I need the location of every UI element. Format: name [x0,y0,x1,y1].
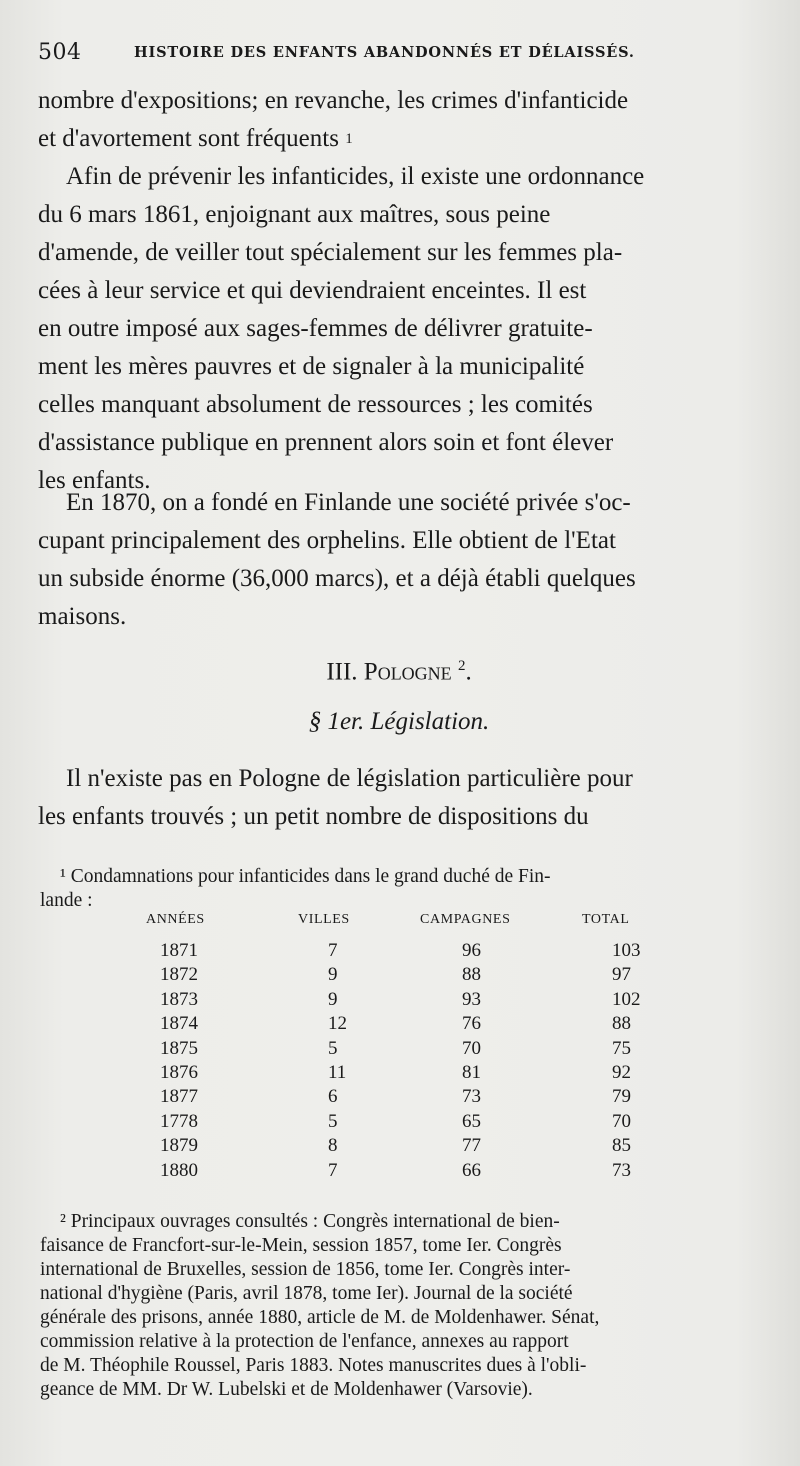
cell-total: 103 [612,940,641,961]
text-line: et d'avortement sont fréquents 1 [38,120,760,158]
cell-campagnes: 88 [462,964,481,986]
column-header-campagnes: CAMPAGNES [420,912,511,927]
cell-villes: 9 [328,964,338,986]
table-row [40,1135,760,1159]
cell-campagnes: 77 [462,1135,481,1157]
cell-villes: 11 [328,1062,347,1083]
footnote-2 [40,1210,760,1402]
table-row [40,1111,760,1135]
cell-villes: 7 [328,940,338,961]
cell-total: 75 [612,1037,631,1059]
page-number: 504 [38,40,82,65]
cell-villes: 12 [328,1013,347,1035]
text-line: les enfants. [38,467,151,494]
text-line: les enfants trouvés ; un petit nombre de dispositions du [38,803,589,830]
footnote-line: international de Bruxelles, session de 1856, tome Ier. Congrès inter- [40,1259,571,1280]
running-title: HISTOIRE DES ENFANTS ABANDONNÉS ET DÉLAISSÉS. [134,44,635,61]
cell-year: 1874 [160,1013,198,1035]
page-header [38,38,758,72]
section-heading: III. Pologne $^2$. [326,658,472,686]
text-line: Afin de prévenir les infanticides, il existe une ordonnance [66,163,645,190]
cell-total: 97 [612,964,631,986]
table-row [40,1086,760,1110]
footnote-ref-1: 1 [345,131,353,147]
text-line: ment les mères pauvres et de signaler à la municipalité [38,353,585,380]
cell-year: 1876 [160,1062,198,1083]
cell-year: 1879 [160,1135,198,1157]
cell-year: 1872 [160,964,198,986]
footnote-1 [40,865,760,913]
cell-villes: 9 [328,988,338,1010]
footnote-line: commission relative à la protection de l'enfance, annexes au rapport [40,1331,569,1352]
footnote-line: faisance de Francfort-sur-le-Mein, session 1857, tome Ier. Congrès [40,1235,562,1256]
cell-villes: 6 [328,1086,338,1108]
table-row [40,1062,760,1086]
text-line: En 1870, on a fondé en Finlande une société privée s'oc- [66,489,631,516]
text-line: celles manquant absolument de ressources ; les comités [38,391,593,418]
text-line: maisons. [38,603,127,630]
text-line: nombre d'expositions; en revanche, les crimes d'infanticide [38,87,629,114]
cell-total: 92 [612,1062,631,1083]
footnote-ref-2: 2 [457,658,466,674]
paragraph-2 [38,158,760,500]
footnote-line: national d'hygiène (Paris, avril 1878, tome Ier). Journal de la société [40,1283,573,1304]
footnote-line: ² Principaux ouvrages consultés : Congrès international de bien- [60,1211,560,1232]
cell-campagnes: 81 [462,1062,481,1083]
cell-campagnes: 65 [462,1110,481,1132]
cell-villes: 7 [328,1159,338,1181]
cell-year: 1875 [160,1037,198,1059]
text-line: un subside énorme (36,000 marcs), et a déjà établi quelques [38,565,636,592]
cell-villes: 5 [328,1110,338,1132]
text-line: en outre imposé aux sages-femmes de délivrer gratuite- [38,315,593,342]
cell-campagnes: 96 [462,940,481,961]
footnote-line: lande : [40,890,93,911]
cell-year: 1871 [160,940,198,961]
column-header-villes: VILLES [298,912,350,927]
subsection-heading: § 1er. Législation. [308,708,490,735]
cell-total: 88 [612,1013,631,1035]
cell-total: 73 [612,1159,631,1181]
text-line: d'assistance publique en prennent alors soin et font élever [38,429,614,456]
cell-total: 102 [612,988,641,1010]
cell-villes: 5 [328,1037,338,1059]
paragraph-1 [38,82,760,158]
paragraph-3 [38,484,760,636]
text-line: cupant principalement des orphelins. Elle obtient de l'Etat [38,527,616,554]
footnote-line: de M. Théophile Roussel, Paris 1883. Notes manuscrites dues à l'obli- [40,1355,587,1376]
cell-total: 85 [612,1135,631,1157]
cell-year: 1880 [160,1159,198,1181]
column-header-total: TOTAL [582,912,630,927]
cell-campagnes: 70 [462,1037,481,1059]
column-header-annees: ANNÉES [146,912,205,927]
text-line: du 6 mars 1861, enjoignant aux maîtres, sous peine [38,201,551,228]
cell-total: 79 [612,1086,631,1108]
cell-campagnes: 73 [462,1086,481,1108]
paragraph-4 [38,760,760,836]
cell-campagnes: 66 [462,1159,481,1181]
table-row [40,1038,760,1062]
footnote-line: générale des prisons, année 1880, article de M. de Moldenhawer. Sénat, [40,1307,600,1328]
table-row [40,1160,760,1184]
text-line: cées à leur service et qui deviendraient enceintes. Il est [38,277,587,304]
footnote-line: ¹ Condamnations pour infanticides dans le grand duché de Fin- [60,866,551,887]
footnote-line: geance de MM. Dr W. Lubelski et de Moldenhawer (Varsovie). [40,1379,533,1400]
cell-year: 1877 [160,1086,198,1108]
table-row [40,964,760,988]
cell-year: 1873 [160,988,198,1010]
cell-year: 1778 [160,1110,198,1132]
text-line: d'amende, de veiller tout spécialement sur les femmes pla- [38,239,623,266]
cell-villes: 8 [328,1135,338,1157]
cell-campagnes: 93 [462,988,481,1010]
cell-campagnes: 76 [462,1013,481,1035]
table-row [40,989,760,1013]
table-row [40,940,760,964]
text-line: Il n'existe pas en Pologne de législation particulière pour [66,765,633,792]
table-row [40,1013,760,1037]
cell-total: 70 [612,1110,631,1132]
